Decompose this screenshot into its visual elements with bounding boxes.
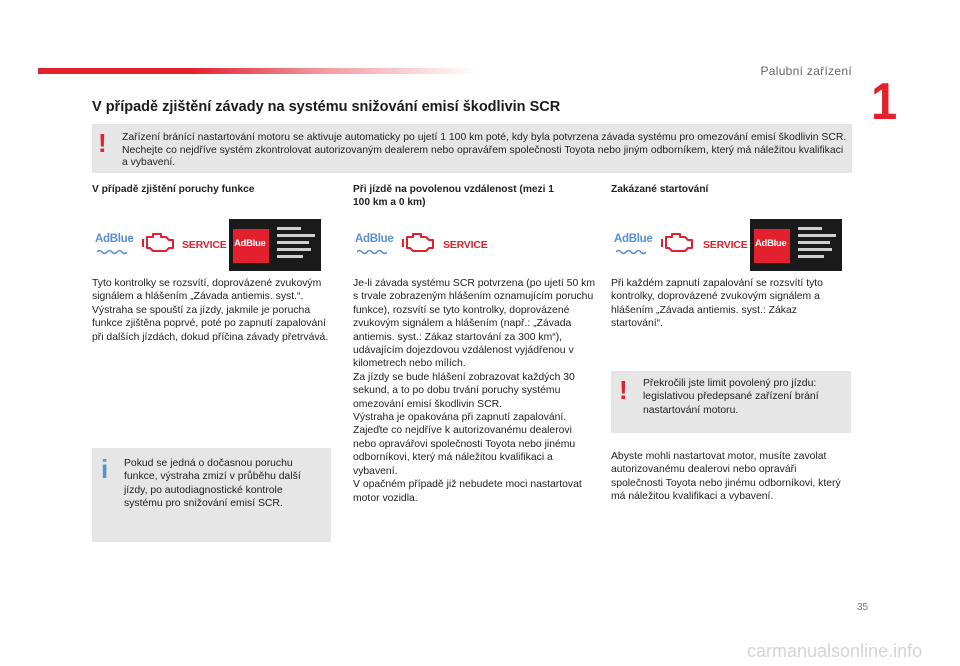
adblue-wave-icon: [357, 249, 387, 255]
column-1-text: Tyto kontrolky se rozsvítí, doprovázené zvukovým signálem a hlášením „Závada antiemis. syst.“. Výstraha se spouští za jízdy, jakmile je porucha funkce zjištěna poprvé, poté po zapnutí zapalování při dalších jízdách, dokud příčina závady přetrvává.: [92, 278, 329, 343]
display-adblue-badge: AdBlue: [754, 229, 790, 263]
service-warning-icon: SERVICE: [182, 239, 227, 251]
display-message-lines: [796, 227, 840, 262]
warning-intro-text: Zařízení bránící nastartování motoru se aktivuje automaticky po ujetí 1 100 km poté, kdy byla potvrzena závada systému pro omezování emisí škodlivin SCR. Nechejte co nejdříve systém zkontrolovat autorizovaným dealerem nebo opravářem společnosti Toyota nebo jiným odborníkem, který má náležitou kvalifikaci a vybavení.: [122, 132, 847, 168]
engine-check-icon: [661, 229, 695, 255]
watermark: carmanualsonline.info: [747, 641, 923, 661]
warning-note-box: [611, 371, 851, 433]
adblue-warning-icon: AdBlue: [355, 233, 394, 245]
chapter-number: 1: [871, 73, 898, 131]
adblue-wave-icon: [616, 249, 646, 255]
warning-note-text: Překročili jste limit povolený pro jízdu: legislativou předepsané zařízení brání nastartování motoru.: [643, 378, 819, 416]
display-screen: [750, 219, 842, 271]
column-3-text: Při každém zapnutí zapalování se rozsvítí tyto kontrolky, doprovázené zvukovým signálem a hlášením „Závada antiemis. syst.: Zákaz startování“.: [611, 278, 823, 330]
adblue-wave-icon: [97, 249, 127, 255]
column-1-heading: V případě zjištění poruchy funkce: [92, 184, 255, 195]
page-number: 35: [857, 602, 869, 613]
adblue-warning-icon: AdBlue: [614, 233, 653, 245]
warning-intro-box: [92, 124, 852, 173]
info-note-box: [92, 448, 331, 542]
column-3-text-continued: Abyste mohli nastartovat motor, musíte zavolat autorizovanému dealerovi nebo opraváři společnosti Toyota nebo jinému odborníkovi, který má náležitou kvalifikaci a vybavení.: [611, 451, 841, 503]
exclamation-icon: !: [98, 128, 107, 158]
info-icon: i: [101, 454, 109, 484]
column-2-text: Je-li závada systému SCR potvrzena (po ujetí 50 km s trvale zobrazeným hlášením oznamujícím poruchu funkce), rozsvítí se tyto kontrolky, doprovázené zvukovým signálem a hlášením (např.: „Závada antiemis. syst.: Zákaz startování za 300 km“), udávajícím dojezdovou vzdálenost vyjádřenou v kilometrech nebo mílích. Za jízdy se bude hlášení zobrazovat každých 30 sekund, a to po dobu trvání poruchy systému omezování emisí škodlivin SCR. Výstraha je opakována při zapnutí zapalování. Zajeďte co nejdříve k autorizovanému dealerovi nebo opravářovi společnosti Toyota nebo jinému odborníkovi, který má náležitou kvalifikaci a vybavení. V opačném případě již nebudete moci nastartovat motor vozidla.: [353, 278, 595, 504]
display-adblue-badge: AdBlue: [233, 229, 269, 263]
page-title: V případě zjištění závady na systému snižování emisí škodlivin SCR: [92, 99, 561, 115]
engine-check-icon: [142, 229, 176, 255]
display-screen: [229, 219, 321, 271]
service-warning-icon: SERVICE: [703, 239, 748, 251]
column-2-heading: Při jízdě na povolenou vzdálenost (mezi 1 100 km a 0 km): [353, 184, 554, 208]
adblue-warning-icon: AdBlue: [95, 233, 134, 245]
exclamation-icon: !: [619, 375, 628, 405]
engine-check-icon: [402, 229, 436, 255]
display-message-lines: [275, 227, 319, 262]
column-3-heading: Zakázané startování: [611, 184, 709, 195]
info-note-text: Pokud se jedná o dočasnou poruchu funkce, výstraha zmizí v průběhu další jízdy, po autodiagnostické kontrole systému pro snižování emisí SCR.: [124, 458, 301, 510]
header-accent-bar: [38, 68, 478, 74]
service-warning-icon: SERVICE: [443, 239, 488, 251]
section-label: Palubní zařízení: [760, 64, 852, 78]
